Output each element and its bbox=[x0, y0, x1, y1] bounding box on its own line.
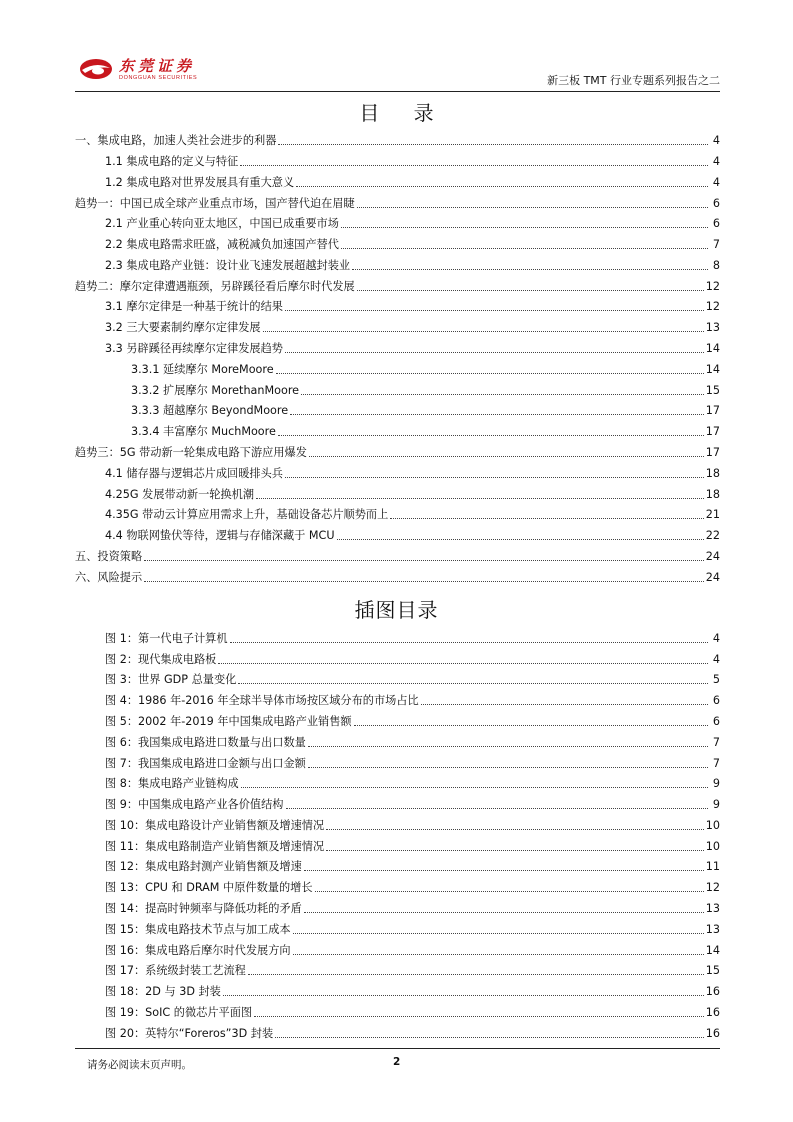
report-series-title: 新三板 TMT 行业专题系列报告之二 bbox=[547, 74, 720, 87]
figure-entry[interactable] bbox=[75, 647, 720, 667]
figure-entry-label: 图 19：SoIC 的微芯片平面图 bbox=[105, 1006, 253, 1019]
figure-entry[interactable] bbox=[75, 938, 720, 958]
toc-entry-label: 2.2 集成电路需求旺盛，减税减负加速国产替代 bbox=[105, 238, 339, 251]
dot-leader bbox=[357, 207, 708, 208]
toc-entry-page: 6 bbox=[712, 217, 720, 230]
toc-entry-page: 17 bbox=[705, 425, 720, 438]
figure-entry[interactable] bbox=[75, 688, 720, 708]
logo-chinese-name: 东莞证券 bbox=[119, 57, 196, 75]
toc-entry-page: 24 bbox=[705, 571, 720, 584]
dot-leader bbox=[315, 891, 704, 892]
figure-entry-page: 6 bbox=[712, 694, 720, 707]
toc-entry[interactable] bbox=[75, 315, 720, 335]
figure-entry[interactable] bbox=[75, 854, 720, 874]
dot-leader bbox=[309, 456, 704, 457]
toc-entry[interactable] bbox=[75, 336, 720, 356]
toc-entry[interactable] bbox=[75, 149, 720, 169]
figure-entry-label: 图 10：集成电路设计产业销售额及增速情况 bbox=[105, 819, 325, 832]
footer-divider bbox=[75, 1048, 720, 1049]
toc-entry[interactable] bbox=[75, 398, 720, 418]
figure-entry-page: 14 bbox=[705, 944, 720, 957]
figure-entry[interactable] bbox=[75, 626, 720, 646]
toc-entry-label: 3.3.3 超越摩尔 BeyondMoore bbox=[131, 404, 289, 417]
dot-leader bbox=[240, 165, 708, 166]
figure-entry-page: 7 bbox=[712, 757, 720, 770]
figure-entry-page: 6 bbox=[712, 715, 720, 728]
dot-leader bbox=[263, 331, 704, 332]
toc-entry[interactable] bbox=[75, 523, 720, 543]
figure-entry-label: 图 6：我国集成电路进口数量与出口数量 bbox=[105, 736, 306, 749]
figure-entry-page: 5 bbox=[712, 673, 720, 686]
toc-entry-page: 18 bbox=[705, 488, 720, 501]
figure-entry-label: 图 20：英特尔“Foreros”3D 封装 bbox=[105, 1027, 274, 1040]
figure-entry[interactable] bbox=[75, 917, 720, 937]
dot-leader bbox=[241, 787, 708, 788]
dot-leader bbox=[293, 933, 704, 934]
figure-entry-label: 图 13：CPU 和 DRAM 中原件数量的增长 bbox=[105, 881, 313, 894]
figure-entry[interactable] bbox=[75, 979, 720, 999]
dot-leader bbox=[357, 290, 704, 291]
toc-entry-page: 12 bbox=[705, 280, 720, 293]
figure-entry[interactable] bbox=[75, 834, 720, 854]
figure-entry-label: 图 4：1986 年-2016 年全球半导体市场按区域分布的市场占比 bbox=[105, 694, 419, 707]
figure-entry[interactable] bbox=[75, 730, 720, 750]
page-header bbox=[75, 50, 720, 94]
figure-entry-page: 13 bbox=[705, 923, 720, 936]
dot-leader bbox=[354, 725, 708, 726]
dot-leader bbox=[254, 1016, 704, 1017]
figure-list-title: 插图目录 bbox=[354, 598, 439, 622]
figure-entry[interactable] bbox=[75, 813, 720, 833]
toc-entry[interactable] bbox=[75, 232, 720, 252]
figure-entry-label: 图 12：集成电路封测产业销售额及增速 bbox=[105, 860, 302, 873]
toc-entry-label: 2.3 集成电路产业链：设计业飞速发展超越封装业 bbox=[105, 259, 351, 272]
toc-title: 目 录 bbox=[359, 101, 448, 125]
toc-entry-label: 3.3.2 扩展摩尔 MorethanMoore bbox=[131, 384, 300, 397]
dot-leader bbox=[256, 498, 704, 499]
toc-entry-label: 4.1 储存器与逻辑芯片成回暖排头兵 bbox=[105, 467, 283, 480]
footer-disclaimer: 请务必阅读末页声明。 bbox=[87, 1059, 192, 1071]
figure-entry[interactable] bbox=[75, 709, 720, 729]
figure-entry[interactable] bbox=[75, 896, 720, 916]
figure-entry-page: 9 bbox=[712, 777, 720, 790]
figure-entry-label: 图 15：集成电路技术节点与加工成本 bbox=[105, 923, 291, 936]
toc-entry-label: 趋势三：5G 带动新一轮集成电路下游应用爆发 bbox=[75, 446, 307, 459]
figure-entry[interactable] bbox=[75, 667, 720, 687]
toc-entry[interactable] bbox=[75, 191, 720, 211]
figure-entry-page: 12 bbox=[705, 881, 720, 894]
dot-leader bbox=[326, 850, 704, 851]
dot-leader bbox=[278, 144, 708, 145]
figure-entry-label: 图 14：提高时钟频率与降低功耗的矛盾 bbox=[105, 902, 302, 915]
toc-entry[interactable] bbox=[75, 274, 720, 294]
toc-entry[interactable] bbox=[75, 294, 720, 314]
toc-entry-page: 22 bbox=[705, 529, 720, 542]
toc-entry-page: 15 bbox=[705, 384, 720, 397]
dot-leader bbox=[341, 248, 708, 249]
toc-entry-label: 1.2 集成电路对世界发展具有重大意义 bbox=[105, 176, 295, 189]
dot-leader bbox=[286, 808, 709, 809]
figure-entry[interactable] bbox=[75, 751, 720, 771]
toc-entry-label: 趋势二：摩尔定律遭遇瓶颈，另辟蹊径看后摩尔时代发展 bbox=[75, 280, 355, 293]
figure-entry[interactable] bbox=[75, 875, 720, 895]
figure-entry-page: 10 bbox=[705, 819, 720, 832]
toc-entry[interactable] bbox=[75, 565, 720, 585]
toc-entry-label: 2.1 产业重心转向亚太地区，中国已成重要市场 bbox=[105, 217, 339, 230]
toc-entry-page: 17 bbox=[705, 404, 720, 417]
toc-entry-label: 五、投资策略 bbox=[75, 550, 143, 563]
toc-entry[interactable] bbox=[75, 419, 720, 439]
dot-leader bbox=[296, 186, 708, 187]
toc-entry-label: 4.4 物联网蛰伏等待，逻辑与存储深藏于 MCU bbox=[105, 529, 335, 542]
page-number: 2 bbox=[393, 1056, 401, 1068]
toc-entry-label: 3.2 三大要素制约摩尔定律发展 bbox=[105, 321, 261, 334]
figure-entry-page: 10 bbox=[705, 840, 720, 853]
figure-entry-page: 4 bbox=[712, 632, 720, 645]
dot-leader bbox=[230, 642, 708, 643]
toc-entry[interactable] bbox=[75, 502, 720, 522]
toc-entry-page: 14 bbox=[705, 342, 720, 355]
dot-leader bbox=[326, 829, 704, 830]
figure-entry-label: 图 18：2D 与 3D 封装 bbox=[105, 985, 221, 998]
dot-leader bbox=[341, 227, 708, 228]
dot-leader bbox=[275, 1037, 704, 1038]
toc-entry-label: 4.35G 带动云计算应用需求上升，基础设备芯片顺势而上 bbox=[105, 508, 389, 521]
toc-entry-label: 一、集成电路，加速人类社会进步的利器 bbox=[75, 134, 277, 147]
toc-entry-page: 8 bbox=[712, 259, 720, 272]
figure-entry-page: 4 bbox=[712, 653, 720, 666]
toc-entry-page: 7 bbox=[712, 238, 720, 251]
dot-leader bbox=[304, 870, 704, 871]
figure-entry[interactable] bbox=[75, 958, 720, 978]
toc-entry[interactable] bbox=[75, 253, 720, 273]
dot-leader bbox=[144, 581, 704, 582]
toc-entry[interactable] bbox=[75, 378, 720, 398]
dot-leader bbox=[301, 394, 704, 395]
dot-leader bbox=[276, 373, 704, 374]
toc-entry-page: 4 bbox=[712, 155, 720, 168]
dot-leader bbox=[293, 954, 704, 955]
figure-entry-page: 7 bbox=[712, 736, 720, 749]
toc-entry-page: 14 bbox=[705, 363, 720, 376]
toc-entry[interactable] bbox=[75, 461, 720, 481]
dot-leader bbox=[421, 704, 708, 705]
toc-entry[interactable] bbox=[75, 440, 720, 460]
toc-entry[interactable] bbox=[75, 357, 720, 377]
toc-entry-label: 4.25G 发展带动新一轮换机潮 bbox=[105, 488, 255, 501]
dot-leader bbox=[248, 974, 704, 975]
toc-entry-page: 6 bbox=[712, 197, 720, 210]
header-divider bbox=[75, 91, 720, 92]
figure-entry[interactable] bbox=[75, 771, 720, 791]
dot-leader bbox=[308, 767, 708, 768]
toc-entry-page: 4 bbox=[712, 176, 720, 189]
toc-entry-page: 21 bbox=[705, 508, 720, 521]
dot-leader bbox=[285, 477, 704, 478]
toc-entry-page: 4 bbox=[712, 134, 720, 147]
toc-entry-label: 3.1 摩尔定律是一种基于统计的结果 bbox=[105, 300, 283, 313]
figure-entry-label: 图 11：集成电路制造产业销售额及增速情况 bbox=[105, 840, 325, 853]
toc-entry[interactable] bbox=[75, 544, 720, 564]
dot-leader bbox=[285, 310, 704, 311]
figure-entry-label: 图 5：2002 年-2019 年中国集成电路产业销售额 bbox=[105, 715, 352, 728]
figure-entry-label: 图 8：集成电路产业链构成 bbox=[105, 777, 239, 790]
dot-leader bbox=[144, 560, 704, 561]
toc-entry-page: 13 bbox=[705, 321, 720, 334]
figure-entry-page: 16 bbox=[705, 1006, 720, 1019]
figure-entry-page: 9 bbox=[712, 798, 720, 811]
figure-entry-page: 16 bbox=[705, 985, 720, 998]
toc-entry[interactable] bbox=[75, 128, 720, 148]
figure-entry[interactable] bbox=[75, 1021, 720, 1041]
toc-entry-label: 3.3.1 延续摩尔 MoreMoore bbox=[131, 363, 274, 376]
toc-entry[interactable] bbox=[75, 482, 720, 502]
dot-leader bbox=[218, 663, 708, 664]
toc-entry-label: 3.3 另辟蹊径再续摩尔定律发展趋势 bbox=[105, 342, 283, 355]
figure-entry-label: 图 2：现代集成电路板 bbox=[105, 653, 217, 666]
toc-entry-label: 3.3.4 丰富摩尔 MuchMoore bbox=[131, 425, 276, 438]
figure-entry-label: 图 7：我国集成电路进口金额与出口金额 bbox=[105, 757, 306, 770]
figure-entry-label: 图 1：第一代电子计算机 bbox=[105, 632, 228, 645]
toc-entry-page: 18 bbox=[705, 467, 720, 480]
figure-entry-page: 11 bbox=[705, 860, 720, 873]
dot-leader bbox=[308, 746, 708, 747]
dot-leader bbox=[337, 539, 704, 540]
figure-entry[interactable] bbox=[75, 1000, 720, 1020]
dot-leader bbox=[304, 912, 704, 913]
dot-leader bbox=[278, 435, 704, 436]
toc-entry[interactable] bbox=[75, 170, 720, 190]
toc-entry-label: 趋势一：中国已成全球产业重点市场，国产替代迫在眉睫 bbox=[75, 197, 355, 210]
dot-leader bbox=[238, 683, 708, 684]
toc-entry-page: 24 bbox=[705, 550, 720, 563]
figure-entry-label: 图 9：中国集成电路产业各价值结构 bbox=[105, 798, 284, 811]
toc-entry-page: 17 bbox=[705, 446, 720, 459]
figure-entry-label: 图 17：系统级封装工艺流程 bbox=[105, 964, 246, 977]
dot-leader bbox=[285, 352, 704, 353]
figure-entry-label: 图 3：世界 GDP 总量变化 bbox=[105, 673, 237, 686]
dongguan-securities-logo-icon bbox=[79, 58, 113, 80]
toc-entry-page: 12 bbox=[705, 300, 720, 313]
toc-entry[interactable] bbox=[75, 211, 720, 231]
dot-leader bbox=[390, 518, 703, 519]
figure-entry-label: 图 16：集成电路后摩尔时代发展方向 bbox=[105, 944, 291, 957]
dot-leader bbox=[290, 414, 704, 415]
figure-entry-page: 13 bbox=[705, 902, 720, 915]
dot-leader bbox=[352, 269, 708, 270]
figure-entry-page: 16 bbox=[705, 1027, 720, 1040]
figure-entry[interactable] bbox=[75, 792, 720, 812]
figure-entry-page: 15 bbox=[705, 964, 720, 977]
logo-english-name: DONGGUAN SECURITIES bbox=[119, 75, 198, 81]
toc-entry-label: 六、风险提示 bbox=[75, 571, 143, 584]
toc-entry-label: 1.1 集成电路的定义与特征 bbox=[105, 155, 239, 168]
dot-leader bbox=[223, 995, 704, 996]
